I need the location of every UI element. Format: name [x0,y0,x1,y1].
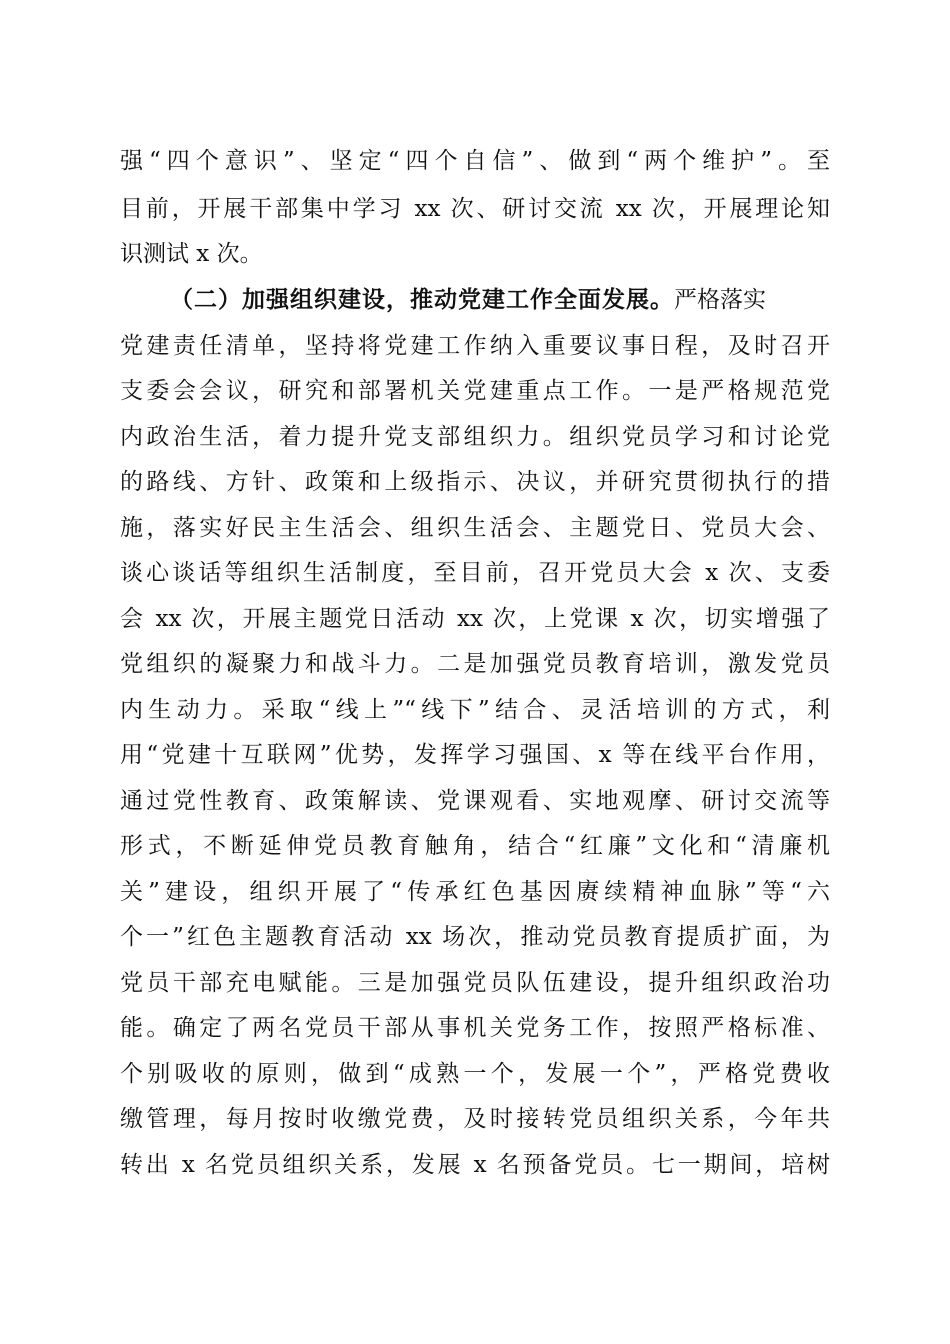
paragraph-2-line: 施，落实好民主生活会、组织生活会、主题党日、党员大会、 [120,515,830,541]
paragraph-2-line: 会 xx 次，开展主题党日活动 xx 次，上党课 x 次，切实增强了 [120,606,830,632]
paragraph-2-line: 党组织的凝聚力和战斗力。二是加强党员教育培训，激发党员 [120,651,830,677]
section-heading-continuation: 严格落实 [674,287,766,313]
paragraph-2-line: 支委会会议，研究和部署机关党建重点工作。一是严格规范党 [120,378,830,404]
paragraph-2-line: 内政治生活，着力提升党支部组织力。组织党员学习和讨论党 [120,424,830,450]
paragraph-2-line: 党建责任清单，坚持将党建工作纳入重要议事日程，及时召开 [120,333,830,359]
paragraph-2-line: 的路线、方针、政策和上级指示、决议，并研究贯彻执行的措 [120,469,830,495]
paragraph-2-line: 通过党性教育、政策解读、党课观看、实地观摩、研讨交流等 [120,788,830,814]
paragraph-2-line: 谈心谈话等组织生活制度，至目前，召开党员大会 x 次、支委 [120,560,830,586]
paragraph-2-first-line [170,285,830,315]
paragraph-2-line: 党员干部充电赋能。三是加强党员队伍建设，提升组织政治功 [120,970,830,996]
paragraph-1-line-1: 强“四个意识”、坚定“四个自信”、做到“两个维护”。至 [120,148,830,174]
paragraph-1-line-3: 识测试 x 次。 [120,241,263,267]
paragraph-1-line-2: 目前，开展干部集中学习 xx 次、研讨交流 xx 次，开展理论知 [120,196,830,222]
paragraph-2-line: 转出 x 名党员组织关系，发展 x 名预备党员。七一期间，培树 [120,1152,830,1178]
paragraph-2-line: 用“党建十互联网”优势，发挥学习强国、x 等在线平台作用， [120,742,830,768]
paragraph-2-line: 形式，不断延伸党员教育触角，结合“红廉”文化和“清廉机 [120,833,830,859]
paragraph-2-line: 能。确定了两名党员干部从事机关党务工作，按照严格标准、 [120,1015,830,1041]
paragraph-2-line: 个别吸收的原则，做到“成熟一个，发展一个”，严格党费收 [120,1061,830,1087]
paragraph-2-line: 关”建设，组织开展了“传承红色基因赓续精神血脉”等“六 [120,879,830,905]
paragraph-2-line: 缴管理，每月按时收缴党费，及时接转党员组织关系，今年共 [120,1106,830,1132]
paragraph-2-line: 个一”红色主题教育活动 xx 场次，推动党员教育提质扩面，为 [120,924,830,950]
section-heading: （二）加强组织建设，推动党建工作全面发展。 [170,286,674,313]
paragraph-2-line: 内生动力。采取“线上”“线下”结合、灵活培训的方式，利 [120,697,830,723]
